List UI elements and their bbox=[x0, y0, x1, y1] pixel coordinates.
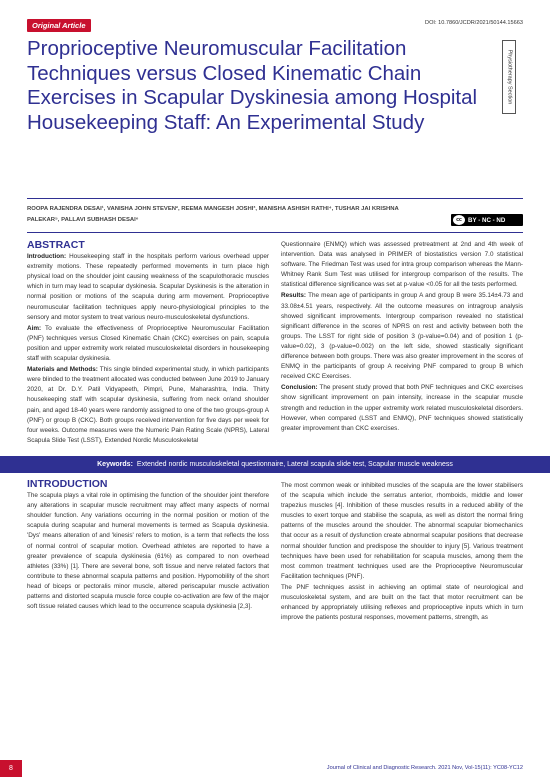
abstract-methods: Materials and Methods: This single blinded experimental study, in which participants were blinded to the treatment allocated was conducted between June 2019 to January 2020, at Dr. D.Y. Patil Vidyapeeth, Pimpri, Pune, Maharashtra, India. Thirty housekeeping staff with scapular dyskinesia, suffering from neck or/and shoulder pain, and aged 18-40 years were randomly assigned to one of the two groups-group A (PNF) or group B (CKC). Both groups received intervention for five days per week for four weeks. Outcome measures were the Numeric Pain Rating Scale (NPRS), Lateral Scapula Slide Test (LSST), Extended Nordic Musculoskeletal bbox=[27, 366, 269, 444]
section-label: Physiotherapy Section bbox=[506, 49, 513, 105]
author-list: ROOPA RAJENDRA DESAI¹, VANISHA JOHN STEVEN², REEMA MANGESH JOSHI³, MANISHA ASHISH RATHI⁴, TUSHAR JAI KRISHNA PALEKAR⁵, PALLAVI SUBHASH DESAI⁶ bbox=[27, 206, 399, 223]
abstract-aim: Aim: To evaluate the effectiveness of Proprioceptive Neuromuscular Facilitation (PNF) techniques versus Closed Kinematic Chain (CKC) exercises on pain, scapula position and upper extremity work related musculoskeletal disorders in housekeeping staff with scapular dyskinesia. bbox=[27, 324, 269, 363]
abstract-methods-continued: Questionnaire (ENMQ) which was assessed pretreatment at 2nd and 4th week of intervention. Data was analysed in PRIMER of biostatistics version 7.0 statistical software. The Friedman Test was used for intra group comparison whereas the Mann-Whitney Rank Sum Test was utilised for intergroup comparison of the results. The statistical difference significance was set at p-value <0.05 for all the tests performed. bbox=[281, 241, 523, 289]
doi-text: DOI: 10.7860/JCDR/2021/50144.15663 bbox=[425, 20, 523, 26]
abstract-conclusion: Conclusion: The present study proved that both PNF techniques and CKC exercises show significant improvement on pain intensity, increase in the scapular muscle strength and reduction in the upper extremity work related musculoskeletal disorders. However, when compared (LSST and ENMQ), PNF techniques showed statistically greater improvement than CKC exercises. bbox=[281, 384, 523, 432]
section-tab bbox=[502, 40, 516, 114]
abstract-left-column bbox=[27, 240, 269, 447]
article-type-badge: Original Article bbox=[27, 19, 91, 32]
keywords-label: Keywords: bbox=[97, 461, 133, 468]
authors-rule bbox=[27, 232, 523, 233]
header-rule bbox=[27, 198, 523, 199]
page-number: 8 bbox=[0, 760, 22, 777]
introduction-heading: INTRODUCTION bbox=[27, 478, 108, 490]
license-label: BY - NC - ND bbox=[468, 216, 506, 224]
article-title: Proprioceptive Neuromuscular Facilitation Techniques versus Closed Kinematic Chain Exercises in Scapular Dyskinesia among Hospital Housekeeping Staff: An Experimental Study bbox=[27, 37, 478, 134]
introduction-paragraph-2: The most common weak or inhibited muscles of the scapula are the lower stabilisers of the scapula which include the serratus anterior, rhomboids, middle and lower trapezius muscles [4]. Inhibition of these muscles results in a reduced ability of the muscles to exert torque and stabilise the scapula, as well as distort the normal firing patterns of the muscles around the shoulder. The abnormal scapular biomechanics that occur as a result of dysfunction create abnormal scapular positions that decrease normal shoulder function and predispose the shoulder to injury [5]. Various treatment techniques have been used for rehabilitation for scapula muscles, among them the most common treatment techniques used are the Proprioceptive Neuromuscular Facilitation techniques (PNF). bbox=[281, 482, 523, 580]
license-badge[interactable] bbox=[451, 214, 523, 226]
abstract-heading: ABSTRACT bbox=[27, 239, 85, 251]
abstract-results: Results: The mean age of participants in group A and group B were 35.14±4.73 and 33.08±4.51 years, respectively. All the outcome measures on intragroup analysis showed significant improvements. Intergroup comparison revealed no statistical significant difference in the scores of NPRS on rest and activity between both the groups. The LSST for right side of position 3 (p-value=0.04) and of position 1 (p-value=0.02), 3 (p-value=0.002) on the left side, showed stastically significant difference between both groups. There was also greater improvement in the scores of ENMQ in the participants of group A receiving PNF compared to group B which received CKC Exercises. bbox=[281, 292, 523, 381]
abstract-right-column bbox=[281, 240, 523, 435]
keywords-bar bbox=[0, 456, 550, 473]
abstract-introduction: Introduction: Housekeeping staff in the hospitals perform various overhead upper extremity motions. These repeatedly performed movements in turn place high physical load on the shoulder joint causing weakness of the scapulothoracic muscles which in turn may lead to scapular dyskinesia. Scapular Dyskinesis is the alteration in normal position or motions of the scapula during arm movement. Proprioceptive neuromuscular facilitation techniques apply neuro-physiological principles to the sensory and motor system to treat various neuro-musculoskeletal dysfunctions. bbox=[27, 253, 270, 321]
introduction-left-column bbox=[27, 479, 269, 613]
introduction-paragraph-1: The scapula plays a vital role in optimising the function of the shoulder joint therefore any alterations in scapular muscle recruitment may affect many aspects of normal shoulder function. Any variations occurring in the normal position or motion of the scapula during scapular and humeral movements is termed as Scapula dyskinesia. 'Dys' means alteration of and 'kinesis' refers to motion, is a term that reflects the loss of normal control of scapular motion. Overhead athletes are reported to have a greater prevalence of scapula dyskinesia (61%) as compared to non overhead athletes (33%) [1]. There are several bone, soft tissue and nerve related factors that contribute to these abnormal scapula patterns and position. Hypomobility of the short head of biceps or pectoralis minor muscle, altered periscapular muscle activation patterns and distorted scapula muscle force couple co-activation are few of the major soft tissue related causes which lead to the occurrence scapula dyskinesia [2,3]. bbox=[27, 492, 269, 611]
cc-icon: cc bbox=[453, 215, 465, 225]
introduction-paragraph-3: The PNF techniques assist in achieving an optimal state of neurological and musculoskeletal system, and are built on the fact that motor recruitment can be enhanced by appropriately utilising reflexes and proprioceptive inputs which in turn improve the patients postural responses, movement patterns, strength, as bbox=[281, 583, 523, 622]
introduction-right-column bbox=[281, 481, 523, 624]
keywords-text: Extended nordic musculoskeletal questionnaire, Lateral scapula slide test, Scapular muscle weakness bbox=[136, 461, 453, 468]
journal-footer: Journal of Clinical and Diagnostic Research. 2021 Nov, Vol-15(11): YC08-YC12 bbox=[326, 765, 523, 771]
